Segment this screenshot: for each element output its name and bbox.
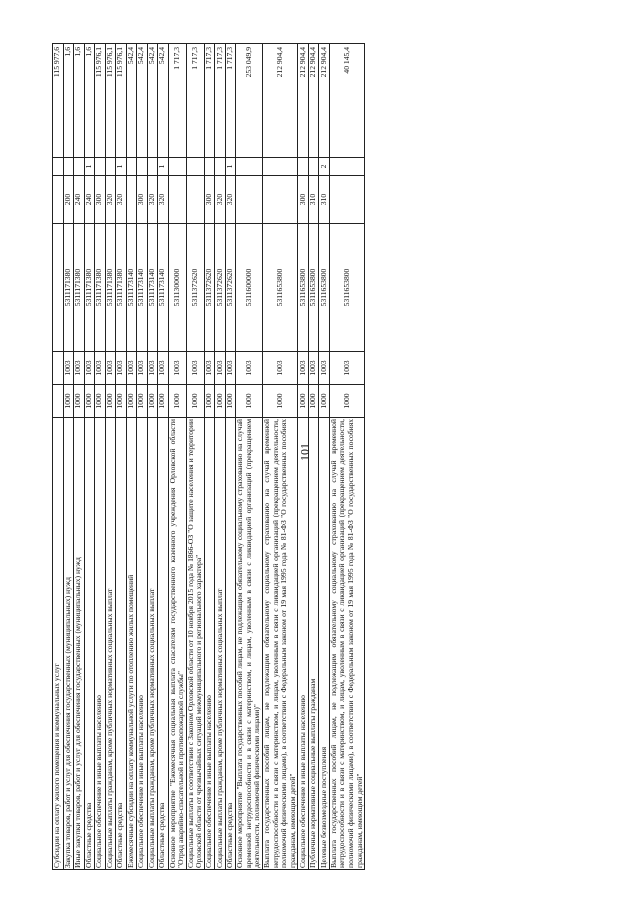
row-name: Областные средства <box>225 418 236 870</box>
row-section: 1000 <box>168 385 186 418</box>
row-name: Социальные выплаты гражданам, кроме публичных нормативных социальных выплат <box>105 418 116 870</box>
row-funding-source <box>298 158 309 176</box>
row-amount: 40 145,4 <box>329 44 364 158</box>
row-funding-source <box>126 158 137 176</box>
row-expense-type <box>168 176 186 224</box>
row-target-item: 5311173140 <box>147 224 158 352</box>
row-name: Выплата государственных пособий лицам, не подлежащим обязательному социальному страхованию на случай временной нетрудоспособности и в связи с материнством, и лицам, уволенным в связи с ликвидацией организаций (прекращением деятельности, полномочий физическими лицами), в соответствии с Федеральным законом от 19 мая 1995 года № 81-ФЗ "О государственных пособиях гражданам, имеющим детей" <box>262 419 297 868</box>
row-target-item: 5311600000 <box>236 224 263 352</box>
row-subsection: 1003 <box>158 352 169 385</box>
table-row <box>298 44 309 870</box>
row-section: 1000 <box>105 385 116 418</box>
row-target-item: 5311171380 <box>95 224 106 352</box>
row-target-item: 5311171380 <box>63 224 74 352</box>
row-subsection: 1003 <box>105 352 116 385</box>
row-name: Ежемесячные субсидии на оплату коммунальной услуги по отоплению жилых помещений <box>126 418 137 870</box>
row-target-item: 5311173140 <box>137 224 148 352</box>
row-amount: 212 904,4 <box>263 44 298 158</box>
row-expense-type: 320 <box>105 176 116 224</box>
row-target-item: 5311653800 <box>319 224 330 352</box>
row-section: 1000 <box>63 385 74 418</box>
row-target-item: 5311372620 <box>225 224 236 352</box>
table-row <box>53 44 64 870</box>
row-expense-type: 240 <box>84 176 95 224</box>
row-target-item: 5311372620 <box>186 224 204 352</box>
row-amount: 1 717,3 <box>225 44 236 158</box>
row-subsection: 1003 <box>137 352 148 385</box>
row-funding-source <box>95 158 106 176</box>
row-name: Основное мероприятие "Ежемесячная социальная выплата спасателям государственного казенного учреждения Орловской области "Отряд аварийно-спасательной и противопожарной службы" <box>167 419 186 868</box>
row-target-item: 5311171380 <box>105 224 116 352</box>
table-row <box>147 44 158 870</box>
table-row <box>84 44 95 870</box>
row-name: Иные закупки товаров, работ и услуг для обеспечения государственных (муниципальных) нужд <box>74 418 85 870</box>
row-amount: 1 717,3 <box>204 44 215 158</box>
row-expense-type: 320 <box>116 176 127 224</box>
row-funding-source: 1 <box>158 158 169 176</box>
row-funding-source <box>137 158 148 176</box>
row-expense-type <box>126 176 137 224</box>
row-amount: 1,6 <box>84 44 95 158</box>
row-section: 1000 <box>116 385 127 418</box>
row-amount: 115 976,1 <box>116 44 127 158</box>
row-expense-type <box>53 176 64 224</box>
row-funding-source: 2 <box>319 158 330 176</box>
row-target-item: 5311171380 <box>74 224 85 352</box>
row-funding-source <box>74 158 85 176</box>
row-amount: 1,6 <box>63 44 74 158</box>
row-name: Закупка товаров, работ и услуг для обеспечения государственных (муниципальных) нужд <box>63 418 74 870</box>
row-subsection: 1003 <box>116 352 127 385</box>
table-row <box>215 44 226 870</box>
row-expense-type: 320 <box>215 176 226 224</box>
row-funding-source <box>215 158 226 176</box>
row-expense-type: 320 <box>225 176 236 224</box>
row-name: Целевые безвозмездные поступления <box>319 418 330 870</box>
row-amount: 1,6 <box>74 44 85 158</box>
row-section: 1000 <box>329 385 364 418</box>
row-subsection: 1003 <box>298 352 309 385</box>
row-subsection: 1003 <box>147 352 158 385</box>
row-target-item: 5311372620 <box>215 224 226 352</box>
row-funding-source: 1 <box>116 158 127 176</box>
row-expense-type: 240 <box>74 176 85 224</box>
row-amount: 212 904,4 <box>298 44 309 158</box>
row-amount: 1 717,3 <box>168 44 186 158</box>
row-section: 1000 <box>225 385 236 418</box>
row-funding-source <box>263 158 298 176</box>
row-amount: 542,4 <box>147 44 158 158</box>
row-funding-source <box>186 158 204 176</box>
row-expense-type <box>329 176 364 224</box>
row-amount: 115 976,1 <box>105 44 116 158</box>
row-section: 1000 <box>204 385 215 418</box>
row-section: 1000 <box>137 385 148 418</box>
table-row <box>126 44 137 870</box>
row-expense-type: 300 <box>298 176 309 224</box>
table-row <box>225 44 236 870</box>
row-name: Областные средства <box>158 418 169 870</box>
row-name: Социальные выплаты гражданам, кроме публичных нормативных социальных выплат <box>215 418 226 870</box>
row-name: Социальное обеспечение и иные выплаты населению <box>137 418 148 870</box>
row-name: Социальные выплаты в соответствии с Законом Орловской области от 10 ноября 2015 года № 1866-ОЗ "О защите населения и территории Орловской области от чрезвычайных ситуаций межмуниципального и регионального характера" <box>185 419 204 868</box>
row-amount: 253 049,9 <box>236 44 263 158</box>
table-row <box>105 44 116 870</box>
row-subsection: 1003 <box>186 352 204 385</box>
row-section: 1000 <box>147 385 158 418</box>
row-section: 1000 <box>74 385 85 418</box>
row-name: Субсидии на оплату жилого помещения и коммунальных услуг <box>53 418 64 870</box>
row-section: 1000 <box>84 385 95 418</box>
row-target-item: 5311173140 <box>126 224 137 352</box>
row-subsection: 1003 <box>204 352 215 385</box>
row-target-item: 5311653800 <box>298 224 309 352</box>
row-target-item <box>53 224 64 352</box>
row-funding-source <box>168 158 186 176</box>
row-name: Областные средства <box>116 418 127 870</box>
row-subsection: 1003 <box>74 352 85 385</box>
row-subsection: 1003 <box>225 352 236 385</box>
row-section: 1000 <box>126 385 137 418</box>
table-row <box>308 44 319 870</box>
row-expense-type: 320 <box>158 176 169 224</box>
row-funding-source <box>63 158 74 176</box>
row-amount: 542,4 <box>158 44 169 158</box>
budget-table-sheet <box>52 44 568 870</box>
row-amount: 1 717,3 <box>186 44 204 158</box>
row-name: Социальное обеспечение и иные выплаты населению <box>95 418 106 870</box>
row-name: Публичные нормативные социальные выплаты гражданам <box>308 418 319 870</box>
row-section: 1000 <box>319 385 330 418</box>
row-subsection <box>53 352 64 385</box>
row-expense-type: 310 <box>319 176 330 224</box>
table-row <box>263 44 298 870</box>
row-section: 1000 <box>298 385 309 418</box>
row-name: Социальные выплаты гражданам, кроме публичных нормативных социальных выплат <box>147 418 158 870</box>
row-name: Областные средства <box>84 418 95 870</box>
table-row <box>74 44 85 870</box>
row-funding-source: 1 <box>84 158 95 176</box>
row-amount: 1 717,3 <box>215 44 226 158</box>
row-amount: 212 904,4 <box>319 44 330 158</box>
row-amount: 115 977,6 <box>53 44 64 158</box>
row-target-item: 5311171380 <box>84 224 95 352</box>
row-funding-source <box>329 158 364 176</box>
table-row <box>137 44 148 870</box>
row-subsection: 1003 <box>329 352 364 385</box>
row-funding-source <box>204 158 215 176</box>
row-subsection: 1003 <box>308 352 319 385</box>
row-expense-type: 300 <box>95 176 106 224</box>
row-funding-source <box>147 158 158 176</box>
row-subsection: 1003 <box>126 352 137 385</box>
row-amount: 212 904,4 <box>308 44 319 158</box>
table-row <box>116 44 127 870</box>
row-expense-type <box>186 176 204 224</box>
page-number: 101 <box>297 443 312 461</box>
row-amount: 115 976,1 <box>95 44 106 158</box>
table-row <box>236 44 263 870</box>
row-subsection: 1003 <box>95 352 106 385</box>
row-subsection: 1003 <box>215 352 226 385</box>
table-row <box>204 44 215 870</box>
row-target-item: 5311171380 <box>116 224 127 352</box>
row-section: 1000 <box>263 385 298 418</box>
row-section: 1000 <box>158 385 169 418</box>
row-section: 1000 <box>95 385 106 418</box>
row-target-item: 5311300000 <box>168 224 186 352</box>
row-subsection: 1003 <box>319 352 330 385</box>
table-row <box>186 44 204 870</box>
row-expense-type: 200 <box>63 176 74 224</box>
table-row <box>329 44 364 870</box>
row-expense-type <box>263 176 298 224</box>
row-subsection: 1003 <box>84 352 95 385</box>
row-subsection: 1003 <box>63 352 74 385</box>
row-section: 1000 <box>186 385 204 418</box>
row-funding-source <box>308 158 319 176</box>
row-name: Основное мероприятие "Выплата государственных пособий лицам, не подлежащим обязательному социальному страхованию на случай временной нетрудоспособности и в связи с материнством, и лицам, уволенным в связи с ликвидацией организаций (прекращением деятельности, полномочий физическими лицами)" <box>235 419 262 868</box>
row-target-item: 5311372620 <box>204 224 215 352</box>
row-name: Выплата государственных пособий лицам, не подлежащим обязательному социальному страхованию на случай временной нетрудоспособности и в связи с материнством, и лицам, уволенным в связи с ликвидацией организаций (прекращением деятельности, полномочий физическими лицами), в соответствии с Федеральным законом от 19 мая 1995 года № 81-ФЗ "О государственных пособиях гражданам, имеющим детей" <box>328 419 364 868</box>
row-funding-source <box>236 158 263 176</box>
row-target-item: 5311653800 <box>308 224 319 352</box>
row-target-item: 5311173140 <box>158 224 169 352</box>
table-row <box>319 44 330 870</box>
row-expense-type: 320 <box>147 176 158 224</box>
budget-table <box>52 43 365 870</box>
row-funding-source <box>53 158 64 176</box>
row-section <box>53 385 64 418</box>
row-target-item: 5311653800 <box>263 224 298 352</box>
table-row <box>95 44 106 870</box>
row-subsection: 1003 <box>168 352 186 385</box>
row-name: Социальное обеспечение и иные выплаты населению <box>204 418 215 870</box>
row-target-item: 5311653800 <box>329 224 364 352</box>
row-section: 1000 <box>236 385 263 418</box>
row-amount: 542,4 <box>126 44 137 158</box>
table-row <box>168 44 186 870</box>
row-expense-type <box>236 176 263 224</box>
row-expense-type: 300 <box>137 176 148 224</box>
row-expense-type: 310 <box>308 176 319 224</box>
row-subsection: 1003 <box>263 352 298 385</box>
row-section: 1000 <box>308 385 319 418</box>
row-funding-source: 1 <box>225 158 236 176</box>
row-funding-source <box>105 158 116 176</box>
row-subsection: 1003 <box>236 352 263 385</box>
row-section: 1000 <box>215 385 226 418</box>
row-name: Социальное обеспечение и иные выплаты населению <box>298 418 309 870</box>
table-row <box>63 44 74 870</box>
row-expense-type: 300 <box>204 176 215 224</box>
table-row <box>158 44 169 870</box>
row-amount: 542,4 <box>137 44 148 158</box>
